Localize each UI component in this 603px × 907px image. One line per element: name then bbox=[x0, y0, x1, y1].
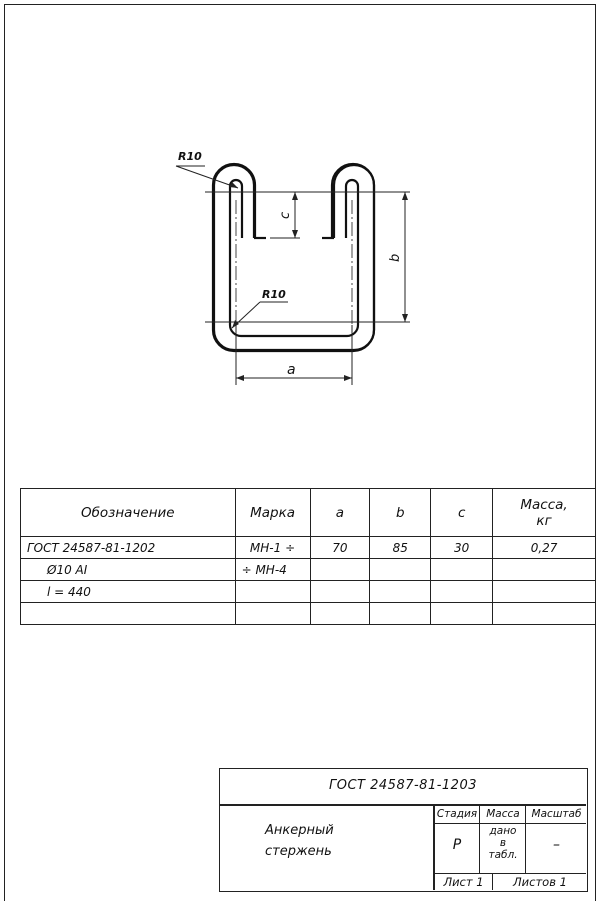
cell-grade: ÷ МН-4 bbox=[235, 559, 310, 581]
radius-label-bottom: R10 bbox=[262, 288, 286, 301]
cell-b bbox=[370, 581, 431, 603]
tb-divider bbox=[220, 804, 586, 806]
arrow-a-left bbox=[236, 375, 244, 381]
mass-label: Масса bbox=[486, 808, 520, 820]
header-c: c bbox=[431, 489, 493, 537]
title-block bbox=[219, 768, 588, 892]
tb-divider bbox=[479, 804, 480, 873]
cell-c bbox=[431, 603, 493, 625]
header-a: a bbox=[310, 489, 370, 537]
header-mass bbox=[493, 489, 596, 537]
spec-table bbox=[20, 488, 596, 625]
cell-b bbox=[370, 603, 431, 625]
table-row bbox=[21, 581, 596, 603]
mass-value bbox=[481, 825, 525, 861]
scale-label: Масштаб bbox=[531, 808, 582, 820]
cell-grade bbox=[235, 603, 310, 625]
dim-label-c: c bbox=[278, 211, 293, 219]
cell-a: 70 bbox=[310, 537, 370, 559]
tb-divider bbox=[492, 873, 493, 890]
header-mass-line1: Масса, bbox=[520, 496, 568, 513]
table-row bbox=[21, 603, 596, 625]
stage-value: Р bbox=[452, 837, 462, 853]
cell-designation: ГОСТ 24587-81-1202 bbox=[21, 537, 236, 559]
arrow-b-top bbox=[402, 192, 408, 200]
header-mass-line2: кг bbox=[536, 512, 552, 529]
cell-c bbox=[431, 559, 493, 581]
cell-designation: Ø10 AI bbox=[21, 559, 236, 581]
tb-divider bbox=[433, 823, 586, 824]
dim-label-b: b bbox=[388, 253, 403, 262]
header-b: b bbox=[370, 489, 431, 537]
product-name-line2: стержень bbox=[265, 844, 332, 859]
sheet-label: Лист 1 bbox=[443, 875, 484, 889]
table-header-row bbox=[21, 489, 596, 537]
cell-designation: l = 440 bbox=[21, 581, 236, 603]
cell-c: 30 bbox=[431, 537, 493, 559]
cell-grade: МН-1 ÷ bbox=[235, 537, 310, 559]
mass-value-line1: дано bbox=[489, 825, 517, 837]
radius-label-top: R10 bbox=[178, 150, 202, 163]
doc-number: ГОСТ 24587-81-1203 bbox=[329, 778, 477, 793]
cell-mass bbox=[493, 603, 596, 625]
tb-divider bbox=[433, 873, 586, 874]
stage-label: Стадия bbox=[436, 808, 478, 820]
cell-mass bbox=[493, 581, 596, 603]
mass-value-line3: табл. bbox=[488, 849, 518, 861]
arrow-b-bottom bbox=[402, 314, 408, 322]
product-name-line1: Анкерный bbox=[265, 823, 334, 838]
cell-mass: 0,27 bbox=[493, 537, 596, 559]
cell-b bbox=[370, 559, 431, 581]
cell-a bbox=[310, 581, 370, 603]
arrow-a-right bbox=[344, 375, 352, 381]
cell-grade bbox=[235, 581, 310, 603]
header-grade: Марка bbox=[235, 489, 310, 537]
scale-value: – bbox=[553, 837, 560, 853]
arrow-c-bottom bbox=[292, 230, 298, 238]
arrow-c-top bbox=[292, 192, 298, 200]
cell-b: 85 bbox=[370, 537, 431, 559]
sheets-label: Листов 1 bbox=[513, 875, 567, 889]
cell-a bbox=[310, 603, 370, 625]
tb-divider bbox=[525, 804, 526, 873]
cell-c bbox=[431, 581, 493, 603]
cell-designation bbox=[21, 603, 236, 625]
table-row bbox=[21, 537, 596, 559]
cell-mass bbox=[493, 559, 596, 581]
table-row bbox=[21, 559, 596, 581]
header-designation: Обозначение bbox=[21, 489, 236, 537]
cell-a bbox=[310, 559, 370, 581]
mass-value-line2: в bbox=[499, 837, 507, 849]
dim-label-a: a bbox=[287, 362, 296, 378]
